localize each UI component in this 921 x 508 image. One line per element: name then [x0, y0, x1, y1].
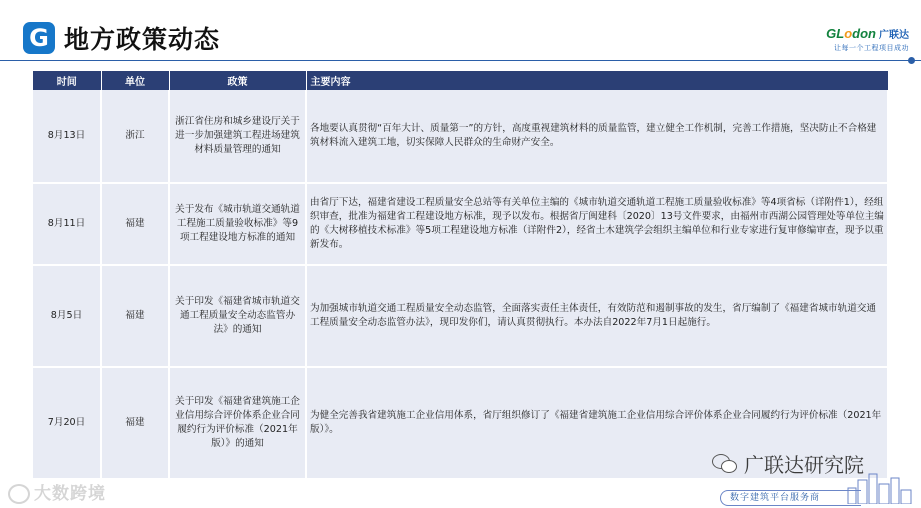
skyline-icon — [846, 470, 916, 504]
brand-name-cn: 广联达 — [879, 30, 909, 41]
brand-logo — [826, 26, 909, 53]
header-divider — [0, 60, 921, 61]
cell-content: 由省厅下达，福建省建设工程质量安全总站等有关单位主编的《城市轨道交通轨道工程施工质量验收标准》等4项省标（详附件1），经组织审查，批准为福建省工程建设地方标准，现予以发布。根据省厅闽建科〔2020〕13号文件要求，由福州市西湖公园管理处等单位主编的《大树移植技术标准》等5项工程建设地方标准（详附件2），经省土木建筑学会组织主编单位和行业专家进行复审修编审查，现予以重新发布。 — [306, 183, 888, 265]
column-header-policy: 政策 — [169, 71, 306, 90]
cell-unit: 浙江 — [101, 90, 169, 183]
policy-table — [33, 71, 889, 480]
column-header-content: 主要内容 — [306, 71, 888, 90]
brand-name-en: GLodon — [826, 26, 876, 41]
cell-unit: 福建 — [101, 183, 169, 265]
cell-policy: 关于印发《福建省建筑施工企业信用综合评价体系企业合同履约行为评价标准（2021年版）》的通知 — [169, 367, 306, 479]
watermark-left — [8, 479, 106, 504]
wechat-icon — [712, 454, 738, 474]
cell-policy: 关于印发《福建省城市轨道交通工程质量安全动态监管办法》的通知 — [169, 265, 306, 367]
watermark-logo-icon — [8, 484, 30, 504]
watermark-left-text: 大数跨境 — [34, 484, 106, 504]
table-row — [33, 90, 888, 183]
cell-time: 8月5日 — [33, 265, 101, 367]
table-row — [33, 183, 888, 265]
cell-unit: 福建 — [101, 265, 169, 367]
watermark-right — [712, 449, 864, 478]
footer-tagline: 数字建筑平台服务商 — [730, 493, 821, 503]
cell-time: 8月11日 — [33, 183, 101, 265]
cell-content: 为加强城市轨道交通工程质量安全动态监管，全面落实责任主体责任，有效防范和遏制事故的发生，省厅编制了《福建省城市轨道交通工程质量安全动态监管办法》，现印发你们，请认真贯彻执行。本办法自2022年7月1日起施行。 — [306, 265, 888, 367]
cell-content: 各地要认真贯彻“百年大计、质量第一”的方针，高度重视建筑材料的质量监管，建立健全工作机制，完善工作措施，坚决防止不合格建筑材料流入建筑工地，切实保障人民群众的生命财产安全。 — [306, 90, 888, 183]
brand-slogan: 让每一个工程项目成功 — [834, 44, 909, 52]
column-header-unit: 单位 — [101, 71, 169, 90]
cell-content: 为健全完善我省建筑施工企业信用体系，省厅组织修订了《福建省建筑施工企业信用综合评价体系企业合同履约行为评价标准（2021年版）》。 — [306, 367, 888, 479]
cell-time: 8月13日 — [33, 90, 101, 183]
watermark-right-text: 广联达研究院 — [744, 453, 864, 477]
table-header-row — [33, 71, 888, 90]
header-bar — [0, 0, 921, 62]
cell-time: 7月20日 — [33, 367, 101, 479]
column-header-time: 时间 — [33, 71, 101, 90]
cell-unit: 福建 — [101, 367, 169, 479]
g-logo-icon: G — [23, 22, 55, 54]
cell-policy: 浙江省住房和城乡建设厅关于进一步加强建筑工程进场建筑材料质量管理的通知 — [169, 90, 306, 183]
cell-policy: 关于发布《城市轨道交通轨道工程施工质量验收标准》等9项工程建设地方标准的通知 — [169, 183, 306, 265]
header-divider-dot — [908, 57, 915, 64]
table-row — [33, 265, 888, 367]
page-title: 地方政策动态 — [64, 25, 221, 54]
